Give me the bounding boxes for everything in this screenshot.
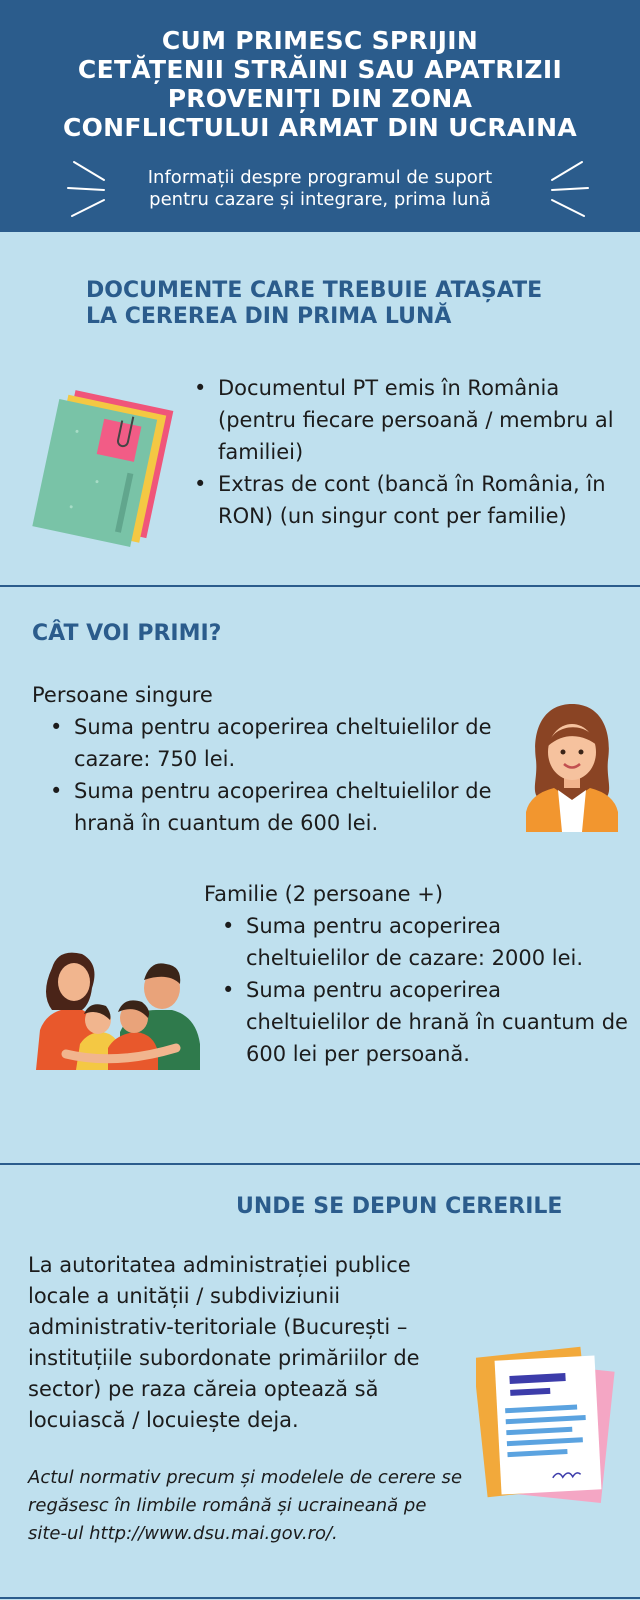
list-item: • Documentul PT emis în România (pentru fiecare persoană / membru al familiei) [190,372,630,468]
page-title [0,26,640,142]
burst-right-icon [540,158,592,228]
list-item: • Extras de cont (bancă în România, în RON) (un singur cont per familie) [190,468,630,532]
header-banner [0,0,640,232]
family-label: Familie (2 persoane +) [204,882,444,906]
title-line: CONFLICTULUI ARMAT DIN UCRAINA [62,113,578,142]
section-divider [0,1163,640,1165]
family-list [218,910,630,1070]
list-item: • Suma pentru acoperirea cheltuielilor de cazare: 750 lei. [46,711,526,775]
list-item: • Suma pentru acoperirea cheltuielilor de cazare: 2000 lei. [218,910,630,974]
notebook-icon [30,388,180,548]
where-paragraph: La autoritatea administrației publice locale a unității / subdiviziunii administrativ-teritoriale (București – instituțiile subordonate primăriilor de sector) pe raza căreia optează să locuiască / locuiește deja. [28,1253,420,1432]
page-subtitle [100,167,540,211]
documents-title-line: LA CEREREA DIN PRIMA LUNĂ [86,304,452,329]
title-line: PROVENIȚI DIN ZONA [167,84,473,113]
documents-title [86,278,626,330]
where-title: UNDE SE DEPUN CERERILE [236,1194,563,1219]
documents-title-line: DOCUMENTE CARE TREBUIE ATAȘATE [86,278,543,303]
title-line: CUM PRIMESC SPRIJIN [161,26,479,55]
family-illustration [36,948,206,1070]
amount-title: CÂT VOI PRIMI? [32,621,222,646]
woman-avatar-icon [522,700,622,832]
subtitle-line: Informații despre programul de suport [147,167,493,188]
legal-note: Actul normativ precum și modelele de cerere se regăsesc în limbile română și ucraineană pe site-ul http://www.dsu.mai.gov.ro/. [28,1467,463,1544]
documents-list [190,372,630,532]
list-item: • Suma pentru acoperirea cheltuielilor de hrană în cuantum de 600 lei. [46,775,526,839]
subtitle-line: pentru cazare și integrare, prima lună [149,189,491,210]
document-icon [476,1336,618,1506]
list-item: • Suma pentru acoperirea cheltuielilor de hrană în cuantum de 600 lei per persoană. [218,974,630,1070]
single-persons-list [46,711,526,839]
section-divider [0,585,640,587]
bottom-divider [0,1597,640,1599]
title-line: CETĂȚENII STRĂINI SAU APATRIZII [77,55,563,84]
single-persons-label: Persoane singure [32,683,213,707]
